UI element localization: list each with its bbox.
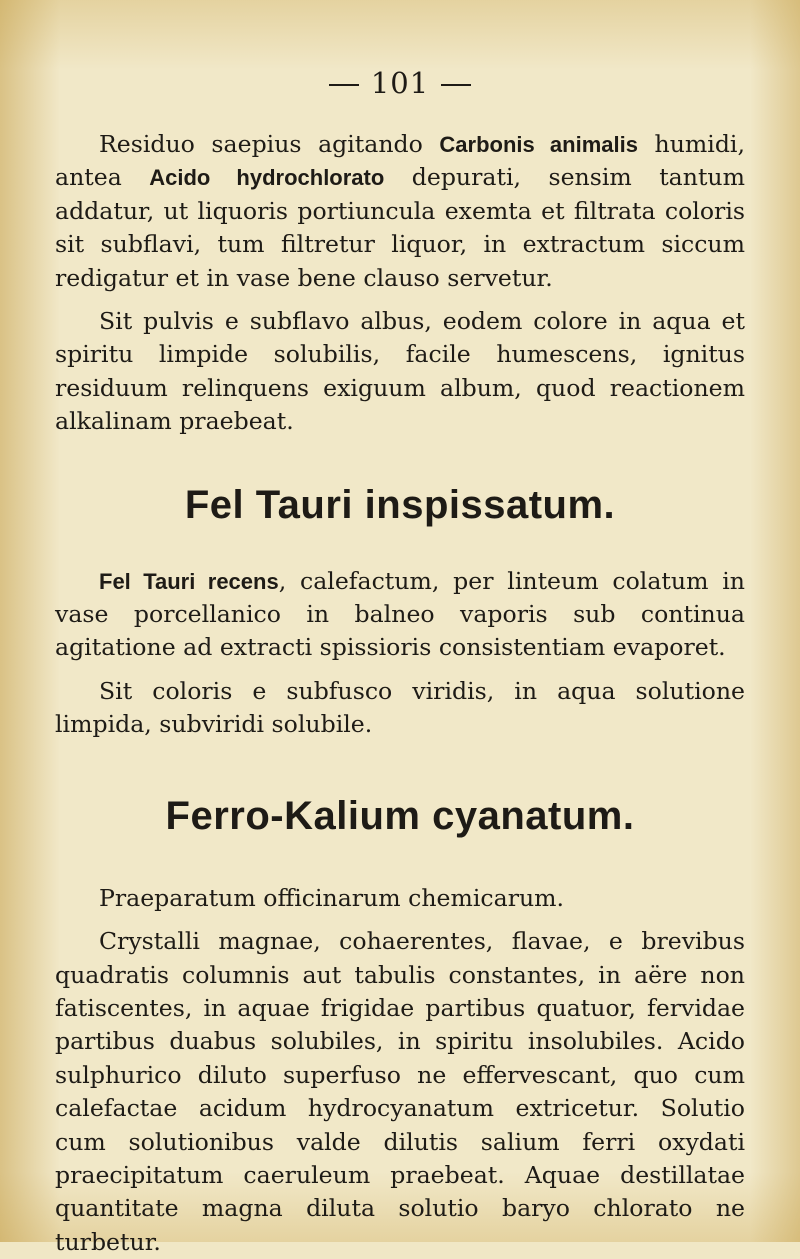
bold-term-fel-tauri: Fel Tauri recens — [99, 568, 279, 594]
section-title-fel-tauri: Fel Tauri inspissatum. — [184, 482, 616, 527]
paragraph-residuo — [55, 128, 745, 295]
header-dash-right — [441, 84, 471, 86]
header-dash-left — [329, 84, 359, 86]
page-number: 101 — [370, 66, 430, 100]
bold-term-acido: Acido hydrochlorato — [149, 165, 385, 191]
paragraph-text: Residuo saepius agitando — [99, 130, 440, 158]
paragraph-fel-tauri-recens — [55, 565, 745, 665]
page-body — [55, 128, 745, 1259]
paragraph-text: depurati, sensim tantum addatur, ut liquoris portiuncula exemta et filtrata coloris sit subflavi, tum filtretur liquor, in extractum siccum redigatur et in vase bene clauso servetur. — [55, 163, 745, 292]
paragraph-sit-coloris: Sit coloris e subfusco viridis, in aqua solutione limpida, subviridi solubile. — [55, 676, 745, 739]
section-title-ferro-kalium: Ferro-Kalium cyanatum. — [165, 793, 635, 838]
paragraph-praeparatum: Praeparatum officinarum chemicarum. — [99, 883, 565, 912]
paragraph-crystalli: Crystalli magnae, cohaerentes, flavae, e brevibus quadratis columnis aut tabulis constantes, in aëre non fatiscentes, in aquae frigidae partibus quatuor, fervidae partibus duabus solubiles, in spiritu insolubiles. Acido sulphurico diluto superfuso ne effervescant, quo cum calefactae acidum hydrocyanatum extricetur. Solutio cum solutionibus valde dilutis salium ferri oxydati praecipitatum caeruleum praebeat. Aquae destillatae quantitate magna diluta solutio baryo chlorato ne turbetur. — [55, 927, 745, 1256]
page-header — [0, 66, 800, 100]
bold-term-carbonis: Carbonis animalis — [439, 132, 638, 157]
paragraph-text: , calefactum, per linteum colatum in vase porcellanico in balneo vaporis sub continua agitatione ad extracti spissioris consistentiam evaporet. — [55, 566, 745, 662]
paragraph-sit-pulvis: Sit pulvis e subflavo albus, eodem colore in aqua et spiritu limpide solubilis, facile humescens, ignitus residuum relinquens exiguum album, quod reactionem alkalinam praebeat. — [55, 307, 745, 436]
paragraph-text: humidi, antea — [55, 130, 745, 192]
